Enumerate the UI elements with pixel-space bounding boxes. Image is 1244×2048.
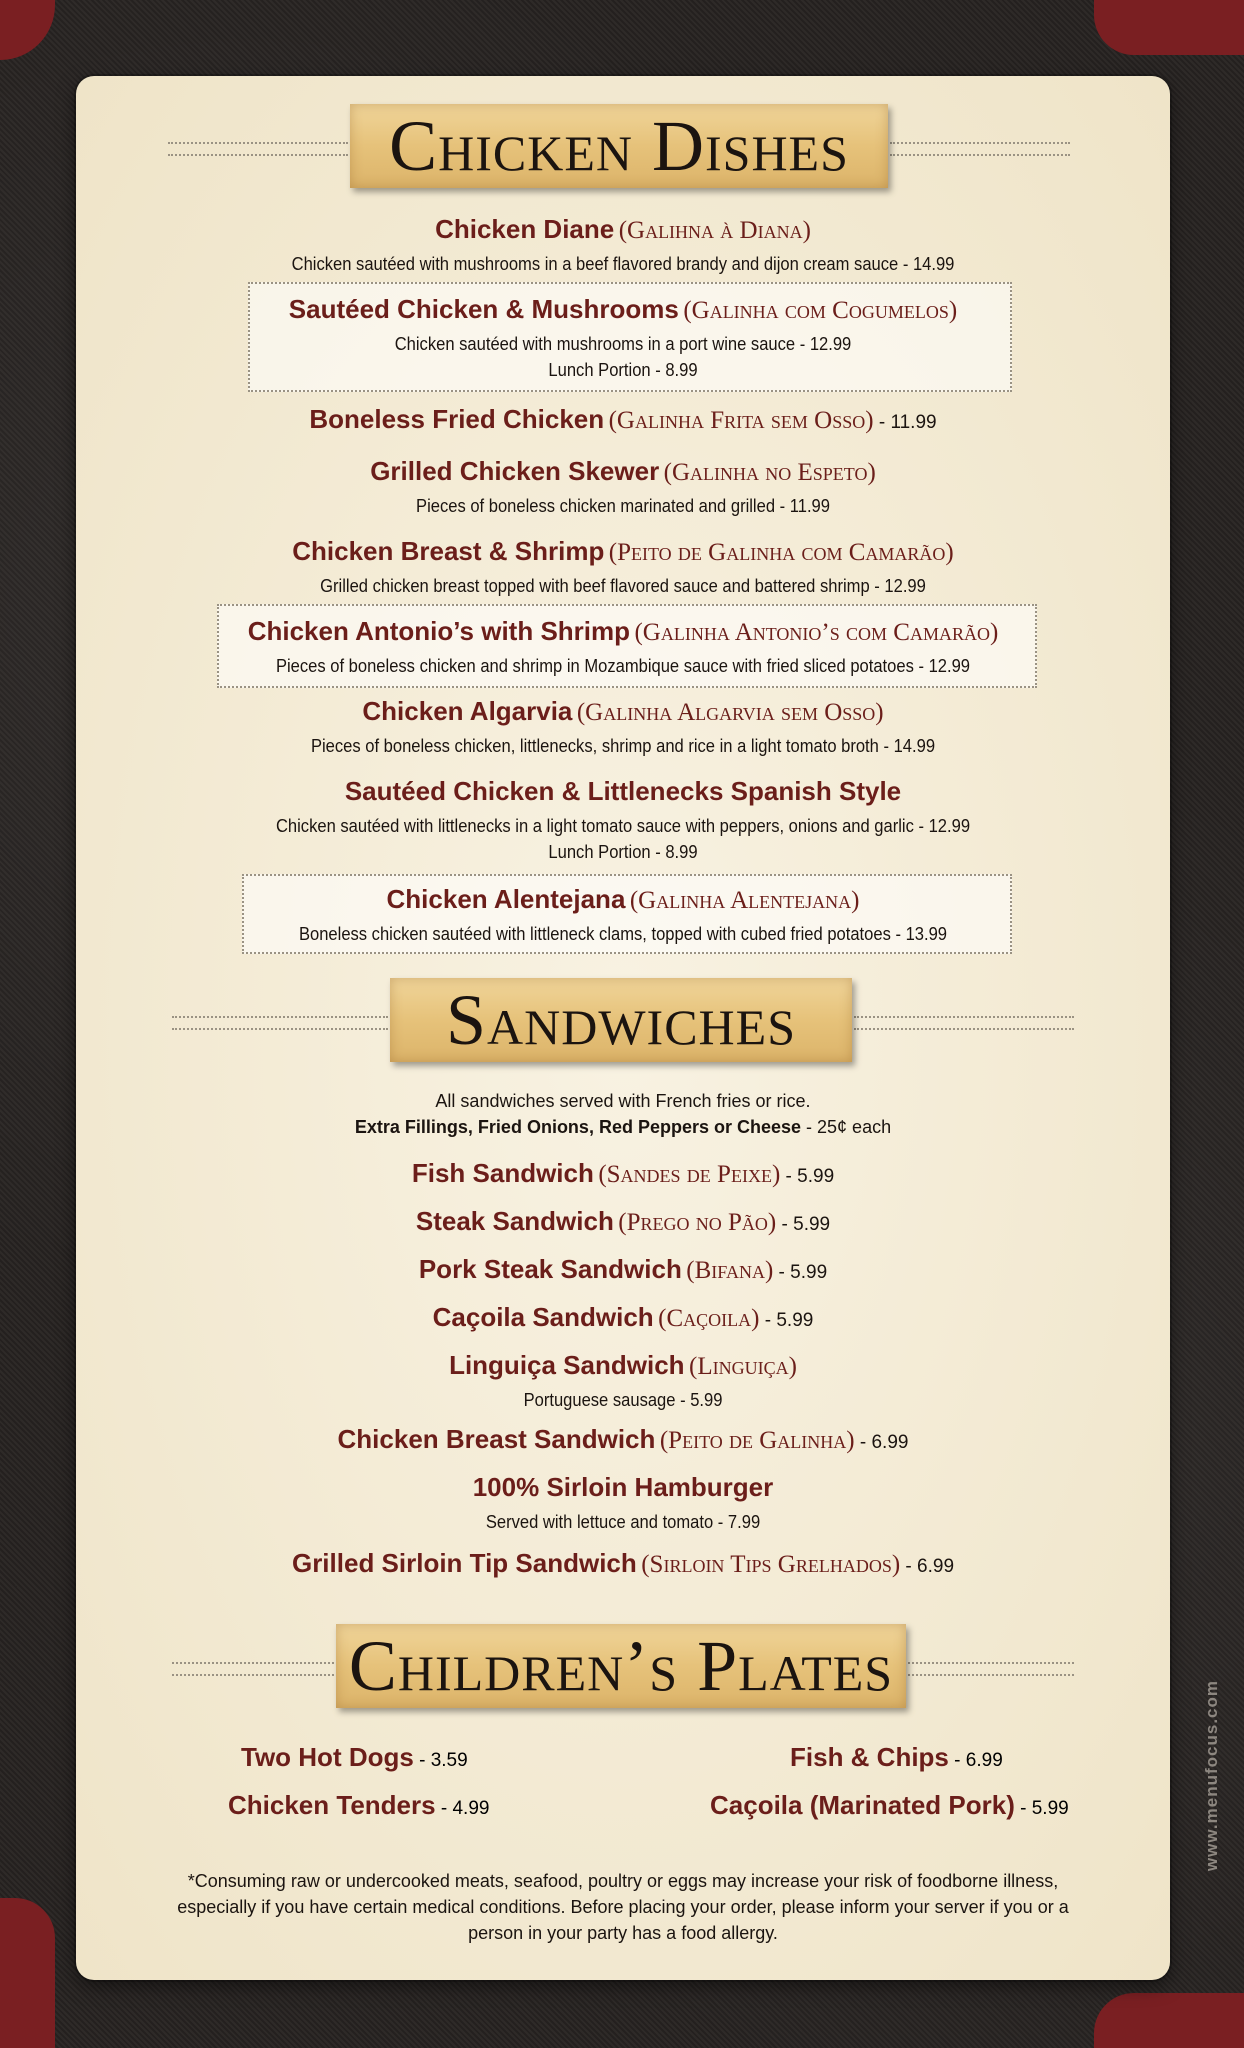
item-alt-name: (Peito de Galinha) [659,1427,855,1454]
menu-item [76,1348,1170,1413]
item-description: Chicken sautéed with mushrooms in a port wine sauce - 12.99 [394,334,852,354]
section-header-sandwiches [76,978,1170,1062]
item-description: Chicken sautéed with mushrooms in a beef flavored brandy and dijon cream sauce - 14.99 [291,254,955,274]
item-price: - 3.59 [413,1750,468,1771]
menu-item [76,1422,1170,1461]
divider [854,1016,1074,1030]
menu-item [76,882,1170,947]
item-alt-name: (Galinha no Espeto) [663,459,876,486]
disclaimer: *Consuming raw or undercooked meats, seafood, poultry or eggs may increase your risk of foodborne illness, especially if you have certain medical conditions. Before placing your order, please inform your server if you or a person in your party has a food allergy. [177,1871,1069,1943]
item-price: - 5.99 [759,1310,814,1331]
item-name: Fish Sandwich [411,1158,594,1188]
item-name: Chicken Tenders [228,1790,436,1820]
section-header-children [76,1624,1170,1708]
item-price: - 4.99 [435,1798,490,1819]
menu-item [76,774,1170,865]
menu-item [76,614,1170,679]
item-alt-name: (Galinha Alentejana) [629,887,860,914]
item-alt-name: (Bifana) [686,1257,774,1284]
item-name: Two Hot Dogs [241,1742,414,1772]
item-name: Boneless Fried Chicken [309,404,605,434]
item-description: Pieces of boneless chicken, littlenecks, shrimp and rice in a light tomato broth - 14.99 [310,736,936,756]
item-name: Chicken Alentejana [386,884,626,914]
item-name: Sautéed Chicken & Mushrooms [288,294,679,324]
sandwich-note-line: All sandwiches served with French fries or rice. [435,1091,811,1111]
item-name: Chicken Breast Sandwich [337,1424,656,1454]
item-name: Caçoila Sandwich [432,1302,654,1332]
item-name: Pork Steak Sandwich [418,1254,682,1284]
item-price: - 11.99 [873,412,937,433]
item-description: Pieces of boneless chicken and shrimp in Mozambique sauce with fried sliced potatoes - 12.99 [275,656,971,676]
extras-label: Extra Fillings, Fried Onions, Red Peppers or Cheese [354,1117,802,1137]
menu-item [76,1204,1170,1243]
menu-item [76,1252,1170,1291]
sandwich-notes [76,1088,1170,1140]
item-name: Chicken Diane [435,214,615,244]
item-description: Chicken sautéed with littlenecks in a light tomato sauce with peppers, onions and garlic - 12.99 [275,816,971,836]
item-price: - 5.99 [780,1166,835,1187]
divider [168,142,348,156]
item-name: Linguiça Sandwich [449,1350,685,1380]
corner-decoration [0,1898,55,2048]
item-price: - 6.99 [854,1432,909,1453]
section-header-chicken [76,104,1170,188]
menu-item [76,212,1170,277]
menu-item [76,1300,1170,1339]
menu-item [76,454,1170,519]
item-alt-name: (Galinha Frita sem Osso) [608,407,874,434]
menu-item [710,1790,1069,1821]
item-name: Steak Sandwich [415,1206,614,1236]
item-price: - 5.99 [773,1262,828,1283]
divider [172,1662,334,1676]
item-alt-name: (Peito de Galinha com Camarão) [608,539,954,566]
menu-item [76,1546,1170,1585]
item-name: Sautéed Chicken & Littlenecks Spanish Style [344,776,902,806]
item-name: Caçoila (Marinated Pork) [710,1790,1015,1820]
menu-item [228,1790,489,1821]
item-name: 100% Sirloin Hamburger [472,1472,774,1502]
item-name: Fish & Chips [790,1742,949,1772]
item-lunch-portion: Lunch Portion - 8.99 [548,842,698,862]
item-name: Grilled Sirloin Tip Sandwich [291,1548,637,1578]
item-name: Grilled Chicken Skewer [370,456,660,486]
menu-item [76,1156,1170,1195]
item-alt-name: (Linguiça) [689,1353,797,1380]
corner-decoration [1094,1993,1244,2048]
item-price: - 6.99 [948,1750,1003,1771]
item-alt-name: (Galinha com Cogumelos) [683,297,958,324]
menu-item [76,402,1170,441]
item-price: - 5.99 [1014,1798,1069,1819]
item-name: Chicken Breast & Shrimp [292,536,605,566]
divider [908,1662,1074,1676]
menu-item [76,534,1170,599]
item-description: Served with lettuce and tomato - 7.99 [485,1512,761,1532]
menu-item [76,1470,1170,1535]
menu-item [790,1742,1003,1773]
section-title: Chicken Dishes [350,104,888,188]
item-price: - 6.99 [900,1556,955,1577]
item-alt-name: (Galinha Algarvia sem Osso) [576,699,884,726]
item-description: Portuguese sausage - 5.99 [523,1390,723,1410]
menu-page [76,76,1170,1980]
item-alt-name: (Caçoila) [658,1305,760,1332]
item-description: Grilled chicken breast topped with beef flavored sauce and battered shrimp - 12.99 [320,576,926,596]
divider [890,142,1070,156]
menu-item [241,1742,468,1773]
divider [172,1016,388,1030]
item-alt-name: (Sirloin Tips Grelhados) [641,1551,901,1578]
extras-price: - 25¢ each [801,1117,892,1137]
menu-item [76,694,1170,759]
item-lunch-portion: Lunch Portion - 8.99 [548,360,698,380]
section-title: Sandwiches [390,978,852,1062]
item-alt-name: (Sandes de Peixe) [598,1161,781,1188]
menu-item [76,292,1170,383]
item-alt-name: (Prego no Pão) [618,1209,777,1236]
item-name: Chicken Algarvia [362,696,573,726]
item-description: Pieces of boneless chicken marinated and grilled - 11.99 [416,496,830,516]
corner-decoration [1094,0,1244,55]
watermark: www.menufocus.com [1202,1680,1221,1872]
corner-decoration [0,0,55,60]
item-alt-name: (Galinha Antonio’s com Camarão) [634,619,999,646]
item-description: Boneless chicken sautéed with littleneck clams, topped with cubed fried potatoes - 13.99 [298,924,948,944]
section-title: Children’s Plates [336,1624,906,1708]
item-alt-name: (Galihna à Diana) [618,217,811,244]
item-price: - 5.99 [776,1214,831,1235]
item-name: Chicken Antonio’s with Shrimp [247,616,631,646]
